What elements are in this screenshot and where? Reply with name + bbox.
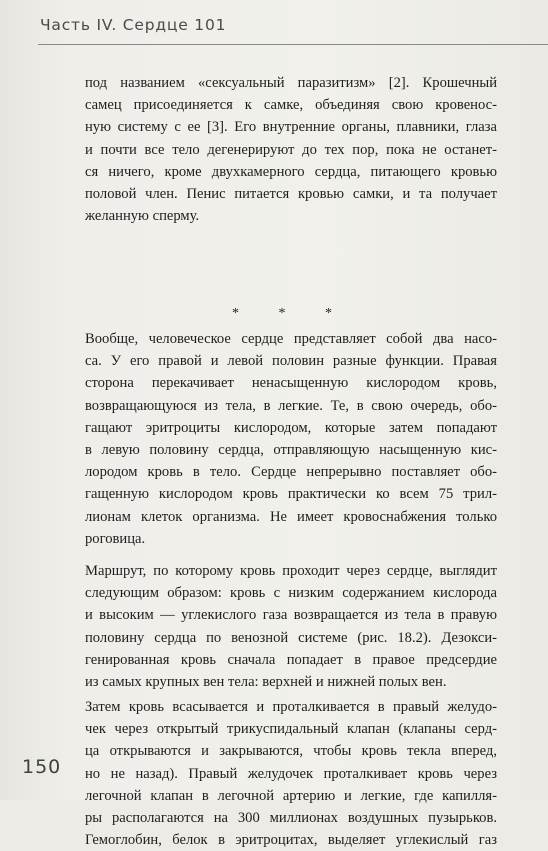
body-text — [85, 72, 497, 849]
text-line: сторона перекачивает ненасыщенную кислородом кровь, — [85, 375, 497, 392]
text-line: ры располагаются на 300 миллионах воздушных пузырьков. — [85, 810, 497, 827]
text-line: ся ничего, кроме двухкамерного сердца, питающего кровью — [85, 163, 497, 180]
paragraph-3 — [85, 560, 497, 693]
text-line: са. У его правой и левой половин разные функции. Правая — [85, 353, 497, 370]
text-line: из самых крупных вен тела: верхней и нижней полых вен. — [85, 674, 447, 691]
text-line: генированная кровь сначала попадает в правое предсердие — [85, 651, 497, 668]
text-line: и почти все тело дегенерируют до тех пор, пока не останет- — [85, 141, 497, 158]
text-line: следующим образом: кровь с низким содержанием кислорода — [85, 585, 497, 602]
paragraph-1 — [85, 72, 497, 227]
text-line: гащают эритроциты кислородом, которые затем попадают — [85, 419, 497, 436]
text-line: гащенную кислородом кровь практически ко всем 75 трил- — [85, 486, 497, 503]
text-line: самец присоединяется к самке, объединяя свою кровенос- — [85, 97, 497, 114]
text-line: желанную сперму. — [85, 208, 200, 225]
text-line: легочной клапан в легочной артерию и легкие, где капилля- — [85, 787, 497, 804]
text-line: чек через открытый трикуспидальный клапан (клапаны серд- — [85, 721, 497, 738]
paragraph-4 — [85, 696, 497, 851]
text-line: в левую половину сердца, отправляющую насыщенную кис- — [85, 442, 497, 459]
text-line: половину сердца по венозной системе (рис. 18.2). Дезокси- — [85, 629, 497, 646]
text-line: но не назад). Правый желудочек проталкивает кровь через — [85, 765, 497, 782]
text-line: и высоким — углекислого газа возвращается из тела в правую — [85, 607, 497, 624]
text-line: Вообще, человеческое сердце представляет собой два насо- — [85, 331, 497, 347]
text-line: Маршрут, по которому кровь проходит через сердце, выглядит — [85, 563, 497, 579]
page-number: 150 — [22, 756, 62, 778]
header-rule — [38, 44, 548, 45]
text-line: Затем кровь всасывается и проталкивается в правый желудо- — [85, 699, 497, 715]
running-title: Часть IV. Сердце 101 — [40, 16, 227, 34]
section-break-asterism: * * * — [232, 306, 350, 321]
text-line: лионам клеток организма. Не имеет кровоснабжения только — [85, 508, 497, 525]
text-line: Гемоглобин, белок в эритроцитах, выделяет углекислый газ — [85, 832, 497, 849]
paragraph-2 — [85, 328, 497, 550]
text-line: лородом кровь в тело. Сердце непрерывно поставляет обо- — [85, 464, 497, 481]
text-line: роговица. — [85, 530, 146, 547]
text-line: половой член. Пенис питается кровью самки, и та получает — [85, 186, 497, 203]
text-line: ную систему с ее [3]. Его внутренние органы, плавники, глаза — [85, 119, 497, 136]
text-line: под названием «сексуальный паразитизм» [2]. Крошечный — [85, 75, 497, 91]
text-line: ца открываются и закрываются, чтобы кровь текла вперед, — [85, 743, 497, 760]
text-line: возвращающуюся из тела, в легкие. Те, в свою очередь, обо- — [85, 397, 497, 414]
